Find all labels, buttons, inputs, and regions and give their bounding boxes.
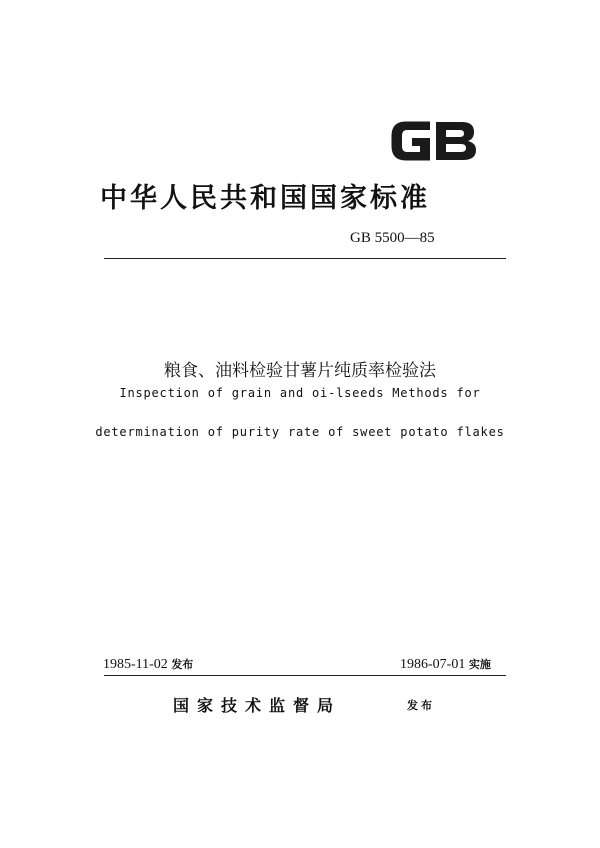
standard-category-title: 中华人民共和国国家标准 xyxy=(100,183,430,214)
top-divider xyxy=(104,258,506,259)
document-title-chinese: 粮食、油料检验甘薯片纯质率检验法 xyxy=(164,361,436,381)
publisher-name: 国家技术监督局 xyxy=(173,696,342,715)
implement-date-block xyxy=(400,656,491,673)
document-title-english-line1: Inspection of grain and oi-lseeds Methods for xyxy=(119,386,481,400)
gb-logo xyxy=(386,112,480,168)
issue-date-block xyxy=(103,656,193,673)
issue-date: 1985-11-02 xyxy=(103,657,168,672)
document-title-english-line2: determination of purity rate of sweet potato flakes xyxy=(95,425,505,439)
standard-number: GB 5500—85 xyxy=(350,230,435,246)
bottom-divider xyxy=(104,675,506,676)
issue-label: 发布 xyxy=(171,658,194,671)
implement-date: 1986-07-01 xyxy=(400,657,466,672)
publish-label: 发布 xyxy=(407,699,435,712)
implement-label: 实施 xyxy=(468,658,491,671)
